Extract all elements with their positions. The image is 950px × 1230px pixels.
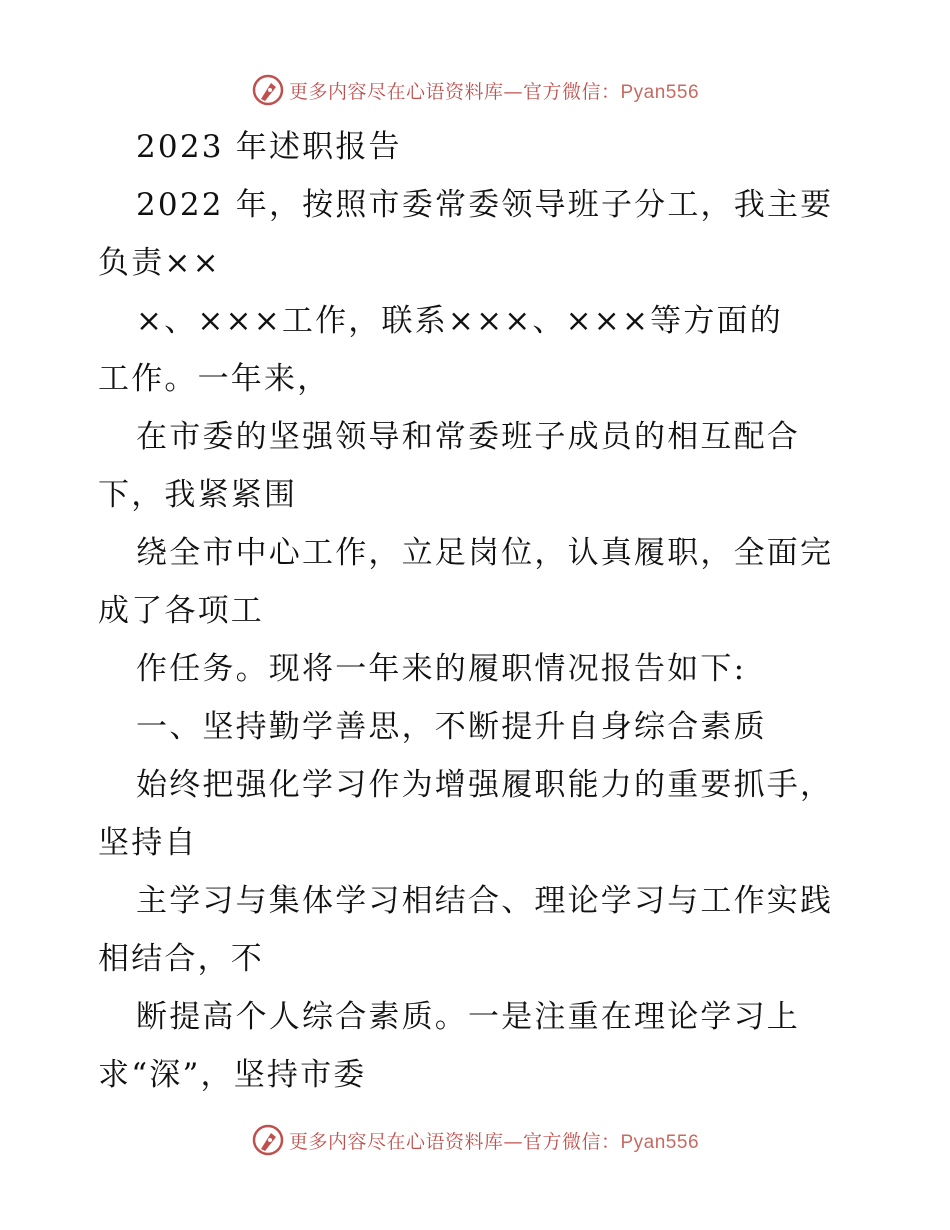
paragraph-line: 断提高个人综合素质。一是注重在理论学习上 <box>136 999 800 1035</box>
watermark-separator: — <box>503 1130 523 1153</box>
pen-nib-icon <box>251 73 285 107</box>
footer-watermark <box>0 1120 950 1160</box>
watermark-suffix: 官方微信： <box>522 80 621 103</box>
watermark-main: 更多内容尽在心语资料库 <box>288 1130 504 1153</box>
paragraph-line: 在市委的坚强领导和常委班子成员的相互配合 <box>136 419 800 455</box>
section-heading: 一、坚持勤学善思，不断提升自身综合素质 <box>136 709 767 745</box>
paragraph-line: 成了各项工 <box>98 593 264 629</box>
doc-title: 2023 年述职报告 <box>136 129 402 165</box>
paragraph-line: 坚持自 <box>98 825 198 861</box>
pen-nib-icon <box>251 1123 285 1157</box>
paragraph-line: 求“深”，坚持市委 <box>98 1057 367 1093</box>
watermark-contact: Pyan556 <box>620 1131 700 1153</box>
paragraph-line: 作任务。现将一年来的履职情况报告如下: <box>136 651 747 687</box>
watermark-main: 更多内容尽在心语资料库 <box>288 80 504 103</box>
paragraph-line: 负责×× <box>98 245 221 281</box>
paragraph-line: 下，我紧紧围 <box>98 477 298 513</box>
paragraph-line: 始终把强化学习作为增强履职能力的重要抓手， <box>136 767 834 803</box>
watermark-separator: — <box>503 80 523 103</box>
paragraph-line: 绕全市中心工作，立足岗位，认真履职，全面完 <box>136 535 834 571</box>
paragraph-line: 2022 年，按照市委常委领导班子分工，我主要 <box>136 187 834 223</box>
paragraph-line: 相结合，不 <box>98 941 264 977</box>
watermark-text <box>289 77 699 104</box>
document-body <box>98 118 858 1104</box>
watermark-contact: Pyan556 <box>620 81 700 103</box>
watermark-suffix: 官方微信： <box>522 1130 621 1153</box>
paragraph-line: 主学习与集体学习相结合、理论学习与工作实践 <box>136 883 834 919</box>
watermark-text <box>289 1127 699 1154</box>
paragraph-line: 工作。一年来， <box>98 361 331 397</box>
paragraph-line: ×、×××工作，联系×××、×××等方面的 <box>136 303 783 339</box>
header-watermark <box>0 70 950 110</box>
